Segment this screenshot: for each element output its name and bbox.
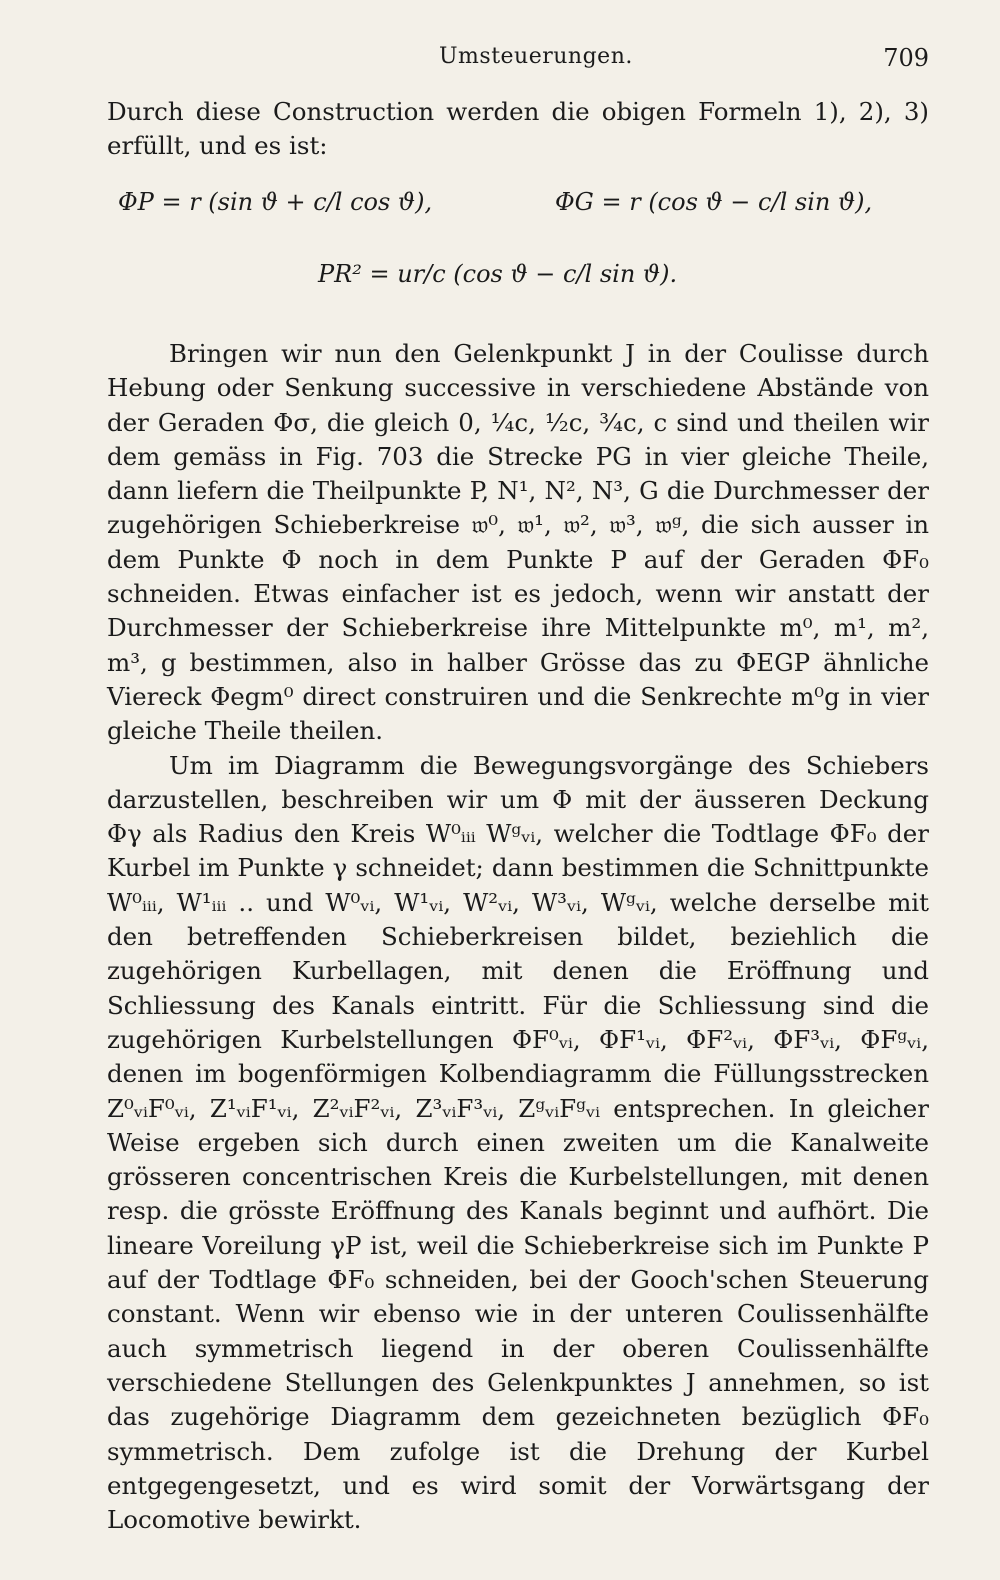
formula-phi-g: ΦG = r (cos ϑ − c/l sin ϑ), <box>555 188 873 216</box>
paragraph-diagramm: Um im Diagramm die Bewegungsvorgänge des Schiebers darzustellen, beschreiben wir um Φ mit der äusseren Deckung Φγ als Radius den Kreis W⁰ᵢᵢᵢ Wᵍᵥᵢ, welcher die Todtlage ΦF₀ der Kurbel im Punkte γ schneidet; dann bestimmen die Schnittpunkte W⁰ᵢᵢᵢ, W¹ᵢᵢᵢ .. und W⁰ᵥᵢ, W¹ᵥᵢ, W²ᵥᵢ, W³ᵥᵢ, Wᵍᵥᵢ, welche derselbe mit den betreffenden Schieberkreisen bildet, beziehlich die zugehörigen Kurbellagen, mit denen die Eröffnung und Schliessung des Kanals eintritt. Für die Schliessung sind die zugehörigen Kurbelstellungen ΦF⁰ᵥᵢ, ΦF¹ᵥᵢ, ΦF²ᵥᵢ, ΦF³ᵥᵢ, ΦFᵍᵥᵢ, denen im bogenförmigen Kolbendiagramm die Füllungsstrecken Z⁰ᵥᵢF⁰ᵥᵢ, Z¹ᵥᵢF¹ᵥᵢ, Z²ᵥᵢF²ᵥᵢ, Z³ᵥᵢF³ᵥᵢ, ZᵍᵥᵢFᵍᵥᵢ entsprechen. In gleicher Weise ergeben sich durch einen zweiten um die Kanalweite grösseren concentrischen Kreis die Kurbelstellungen, mit denen resp. die grösste Eröffnung des Kanals beginnt und aufhört. Die lineare Voreilung γP ist, weil die Schieberkreise sich im Punkte P auf der Todtlage ΦF₀ schneiden, bei der Gooch'schen Steuerung constant. Wenn wir ebenso wie in der unteren Coulissenhälfte auch symmetrisch liegend in der oberen Coulissenhälfte verschiedene Stellungen des Gelenkpunktes J annehmen, so ist das zugehörige Diagramm dem gezeichneten bezüglich ΦF₀ symmetrisch. Dem zufolge ist die Drehung der Kurbel entgegengesetzt, und es wird somit der Vorwärtsgang der Locomotive bewirkt. <box>107 750 929 1535</box>
page-number: 709 <box>883 44 929 72</box>
header-title: Umsteuerungen. <box>439 44 633 69</box>
formula-phi-p: ΦP = r (sin ϑ + c/l cos ϑ), <box>118 188 433 216</box>
body-text-main <box>107 337 929 1537</box>
paragraph-gelenkpunkt: Bringen wir nun den Gelenkpunkt J in der Coulisse durch Hebung oder Senkung successive in verschiedene Abstände von der Geraden Φσ, die gleich 0, ¼c, ½c, ¾c, c sind und theilen wir dem gemäss in Fig. 703 die Strecke PG in vier gleiche Theile, dann liefern die Theilpunkte P, N¹, N², N³, G die Durchmesser der zugehörigen Schieberkreise 𝔴⁰, 𝔴¹, 𝔴², 𝔴³, 𝔴ᵍ, die sich ausser in dem Punkte Φ noch in dem Punkte P auf der Geraden ΦF₀ schneiden. Etwas einfacher ist es jedoch, wenn wir anstatt der Durchmesser der Schieberkreise ihre Mittelpunkte m⁰, m¹, m², m³, g bestimmen, also in halber Grösse das zu ΦEGP ähnliche Viereck Φegm⁰ direct construiren und die Senkrechte m⁰g in vier gleiche Theile theilen. <box>107 339 929 746</box>
running-header <box>107 40 929 80</box>
body-text <box>107 95 929 164</box>
formula-pr-squared: PR² = ur/c (cos ϑ − c/l sin ϑ). <box>318 260 678 288</box>
paragraph-intro: Durch diese Construction werden die obigen Formeln 1), 2), 3) erfüllt, und es ist: <box>107 97 929 161</box>
